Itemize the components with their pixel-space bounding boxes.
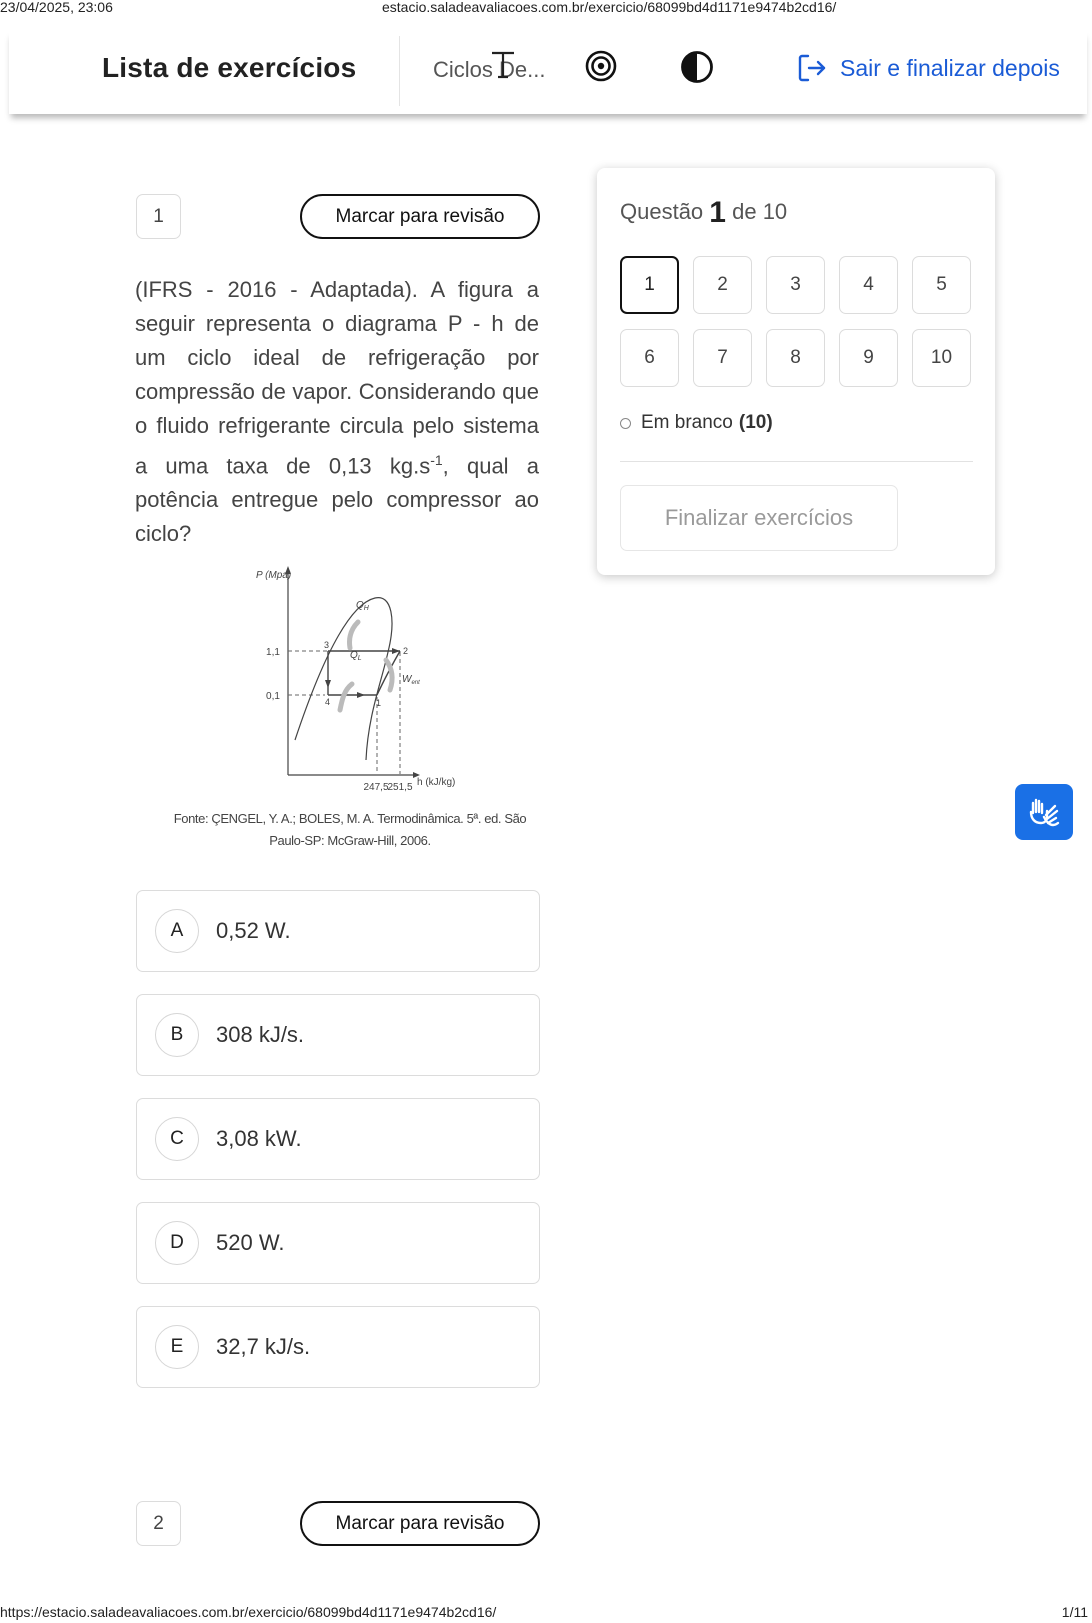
option-letter: B bbox=[155, 1013, 199, 1057]
y-tick-high: 1,1 bbox=[266, 647, 280, 658]
qh-arrow bbox=[349, 622, 358, 648]
question-nav-button-6[interactable]: 6 bbox=[620, 329, 679, 387]
option-a[interactable] bbox=[136, 890, 540, 972]
point-label-2: 2 bbox=[403, 646, 409, 656]
option-text: 520 W. bbox=[216, 1230, 285, 1255]
point-label-1: 1 bbox=[376, 698, 382, 708]
question-statement bbox=[135, 273, 539, 551]
sign-language-icon bbox=[1025, 793, 1063, 831]
option-letter: E bbox=[155, 1325, 199, 1369]
page-title: Lista de exercícios bbox=[102, 52, 357, 83]
question-nav-button-3[interactable]: 3 bbox=[766, 256, 825, 314]
option-letter: C bbox=[155, 1117, 199, 1161]
contrast-icon[interactable] bbox=[680, 50, 714, 84]
option-c[interactable] bbox=[136, 1098, 540, 1180]
option-d[interactable] bbox=[136, 1202, 540, 1284]
statement-main: (IFRS - 2016 - Adaptada). A figura a seguir representa o diagrama P - h de um ciclo ideal de refrigeração por compressão de vapor. Considerando que o fluido refrigerante circula pelo sistema a uma taxa de 0,13 kg.s bbox=[135, 277, 539, 479]
print-header bbox=[0, 0, 1092, 16]
question-number-next: 2 bbox=[136, 1501, 181, 1546]
qh-label: $Q_H$ bbox=[356, 600, 369, 612]
question-nav-panel bbox=[597, 168, 995, 575]
point-label-3: 3 bbox=[324, 640, 330, 650]
x-tick-1: 247,5 bbox=[363, 782, 389, 793]
print-datetime: 23/04/2025, 23:06 bbox=[0, 0, 113, 15]
y-axis-label: P (Mpa) bbox=[256, 570, 292, 581]
circle-icon bbox=[620, 418, 631, 429]
option-text: 0,52 W. bbox=[216, 918, 291, 943]
mark-review-button[interactable]: Marcar para revisão bbox=[300, 194, 540, 239]
question-nav-button-4[interactable]: 4 bbox=[839, 256, 898, 314]
question-nav-button-1[interactable]: 1 bbox=[620, 256, 679, 314]
figure-source: Fonte: ÇENGEL, Y. A.; BOLES, M. A. Termodinâmica. 5ª. ed. São Paulo-SP: McGraw-Hill, 2006. bbox=[173, 811, 527, 848]
option-letter: A bbox=[155, 909, 199, 953]
text-size-icon[interactable] bbox=[489, 50, 517, 80]
blank-label: Em branco bbox=[641, 412, 733, 433]
blank-status bbox=[620, 412, 773, 434]
x-tick-2: 251,5 bbox=[387, 782, 413, 793]
exit-icon bbox=[796, 52, 828, 84]
w-label: $W_{ent}$ bbox=[402, 674, 420, 686]
question-nav-button-9[interactable]: 9 bbox=[839, 329, 898, 387]
statement-superscript: -1 bbox=[430, 452, 443, 468]
exit-label: Sair e finalizar depois bbox=[840, 54, 1060, 81]
accessibility-widget[interactable] bbox=[1015, 784, 1073, 840]
print-url: estacio.saladeavaliacoes.com.br/exercicio/68099bd4d1171e9474b2cd16/ bbox=[382, 0, 837, 15]
option-text: 308 kJ/s. bbox=[216, 1022, 305, 1047]
mark-review-button-next[interactable]: Marcar para revisão bbox=[300, 1501, 540, 1546]
footer-url: https://estacio.saladeavaliacoes.com.br/exercicio/68099bd4d1171e9474b2cd16/ bbox=[0, 1604, 497, 1620]
question-number: 1 bbox=[136, 194, 181, 239]
question-nav-button-10[interactable]: 10 bbox=[912, 329, 971, 387]
statement-end: , qual a potência entregue pelo compressor ao ciclo? bbox=[135, 453, 539, 547]
option-text: 3,08 kW. bbox=[216, 1126, 302, 1151]
y-tick-low: 0,1 bbox=[266, 691, 280, 702]
question-nav-button-7[interactable]: 7 bbox=[693, 329, 752, 387]
exit-link[interactable] bbox=[796, 52, 1060, 84]
header-divider bbox=[399, 36, 400, 106]
point-label-4: 4 bbox=[325, 697, 331, 707]
question-nav-button-8[interactable]: 8 bbox=[766, 329, 825, 387]
question-nav-button-2[interactable]: 2 bbox=[693, 256, 752, 314]
page-number: 1/11 bbox=[1061, 1604, 1088, 1620]
panel-divider bbox=[620, 461, 973, 462]
blank-count: (10) bbox=[738, 412, 773, 433]
ql-arrow bbox=[340, 684, 352, 710]
option-b[interactable] bbox=[136, 994, 540, 1076]
option-e[interactable] bbox=[136, 1306, 540, 1388]
panel-title: Questão 1 de 10 bbox=[620, 196, 788, 229]
question-nav-button-5[interactable]: 5 bbox=[912, 256, 971, 314]
top-bar bbox=[9, 30, 1087, 114]
option-letter: D bbox=[155, 1221, 199, 1265]
option-text: 32,7 kJ/s. bbox=[216, 1334, 311, 1359]
ql-label: $Q_L$ bbox=[350, 650, 362, 662]
target-icon[interactable] bbox=[585, 50, 617, 82]
finish-button[interactable]: Finalizar exercícios bbox=[620, 485, 898, 551]
course-name[interactable]: Ciclos De... bbox=[433, 57, 546, 82]
x-axis-label: h (kJ/kg) bbox=[417, 777, 456, 788]
